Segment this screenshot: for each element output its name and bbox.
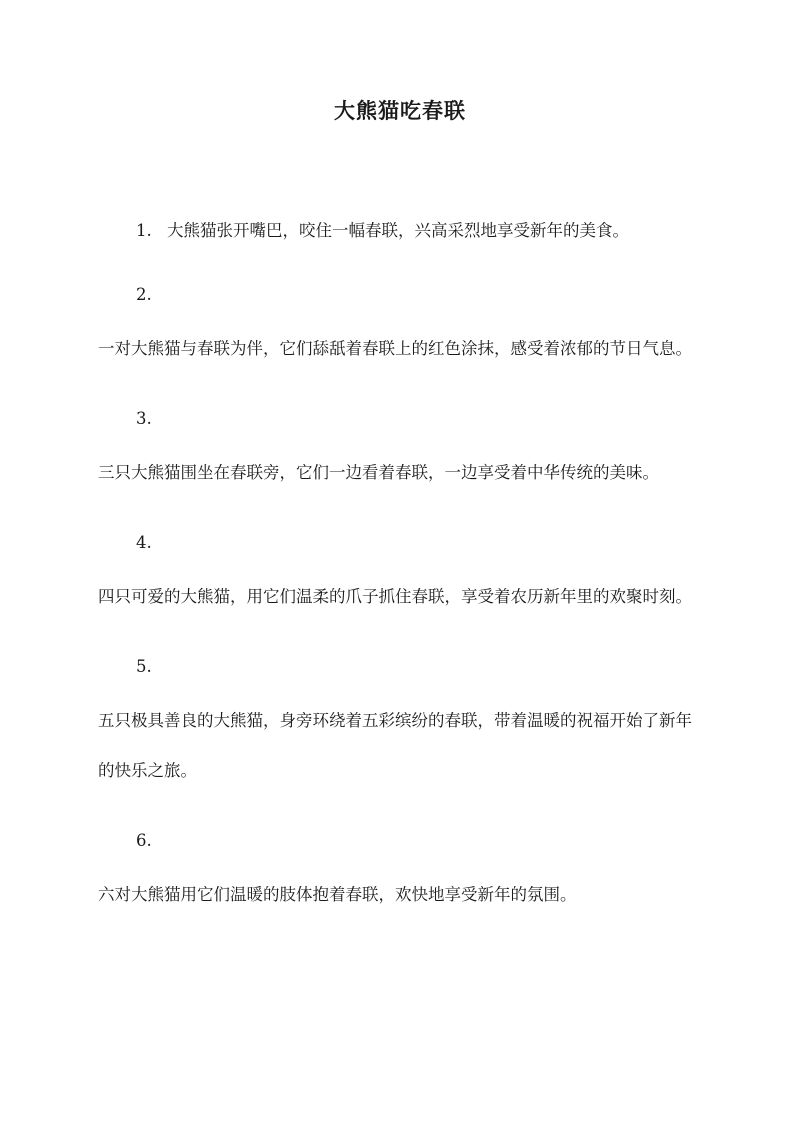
- list-item: [98, 214, 704, 248]
- item-text: 大熊猫张开嘴巴，咬住一幅春联，兴高采烈地享受新年的美食。: [167, 221, 629, 240]
- list-item: [98, 278, 704, 374]
- item-number: 4.: [136, 533, 152, 552]
- item-text: 六对大熊猫用它们温暖的肢体抱着春联，欢快地享受新年的氛围。: [98, 885, 577, 904]
- list-item: [98, 824, 704, 920]
- item-text: 三只大熊猫围坐在春联旁，它们一边看着春联，一边享受着中华传统的美味。: [98, 463, 659, 482]
- item-number: 1.: [136, 221, 152, 240]
- item-number: 5.: [136, 657, 152, 676]
- item-text: 五只极具善良的大熊猫，身旁环绕着五彩缤纷的春联，带着温暖的祝福开始了新年的快乐之旅。: [98, 711, 692, 780]
- item-number: 2.: [136, 285, 152, 304]
- item-number: 6.: [136, 831, 152, 850]
- list-item: [98, 402, 704, 498]
- item-list: [98, 214, 704, 948]
- list-item: [98, 526, 704, 622]
- item-text: 四只可爱的大熊猫，用它们温柔的爪子抓住春联，享受着农历新年里的欢聚时刻。: [98, 587, 692, 606]
- item-number: 3.: [136, 409, 152, 428]
- list-item: [98, 650, 704, 796]
- document-title: 大熊猫吃春联: [334, 98, 466, 123]
- item-text: 一对大熊猫与春联为伴，它们舔舐着春联上的红色涂抹，感受着浓郁的节日气息。: [98, 339, 692, 358]
